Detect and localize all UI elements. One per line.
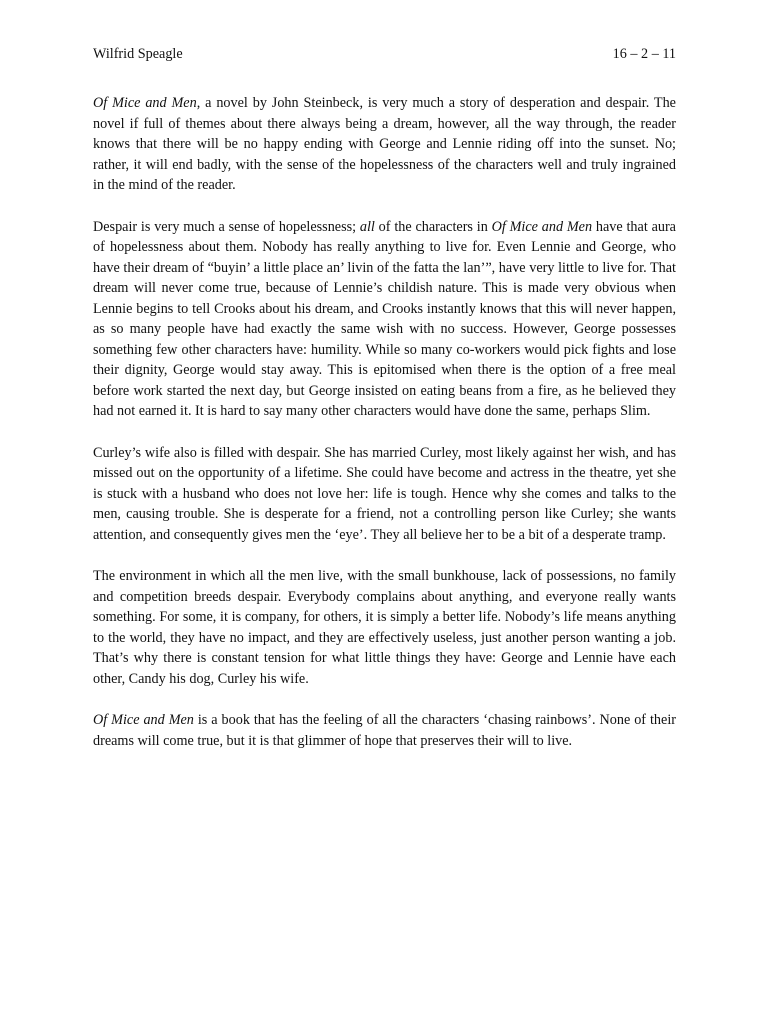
book-title: Of Mice and Men [93, 95, 197, 111]
document-date: 16 – 2 – 11 [612, 46, 676, 62]
book-title: Of Mice and Men [491, 218, 593, 235]
paragraph-text: is a book that has the feeling of all the characters ‘chasing rainbows’. None of their dreams will come true, but it is that glimmer of hope that preserves their will to live. [93, 712, 676, 749]
author-name: Wilfrid Speagle [93, 46, 183, 62]
document-page [93, 45, 676, 772]
paragraph-1 [93, 93, 676, 196]
paragraph-text: have that aura of hopelessness about them. Nobody has really anything to live for. Even Lennie and George, who have their dream of “buyin’ a little place an’ livin of the fatta the lan’”, have very little to live for. That dream will never come true, because of Lennie’s childish nature. This is made very obvious when Lennie begins to tell Crooks about his dream, and Crooks instantly knows that this will never happen, as so many people have had exactly the same wish with no success. However, George possesses something few other characters have: humility. While so many co-workers would pick fights and lose their dignity, George would stay away. This is epitomised when there is the option of a free meal before work started the next day, but George insisted on eating beans from a fire, as he believed they had not earned it. It is hard to say many other characters would have done the same, perhaps Slim. [93, 218, 676, 419]
paragraph-2 [93, 217, 676, 422]
paragraph-3: Curley’s wife also is filled with despair. She has married Curley, most likely against her wish, and has missed out on the opportunity of a lifetime. She could have become and actress in the theatre, yet she is stuck with a husband who does not love her: life is tough. Hence why she comes and talks to the men, causing trouble. She is desperate for a friend, not a controlling person like Curley; she wants attention, and consequently gives men the ‘eye’. They all believe her to be a bit of a desperate tramp. [93, 444, 676, 543]
paragraph-4: The environment in which all the men live, with the small bunkhouse, lack of possessions, no family and competition breeds despair. Everybody complains about anything, and everyone really wants something. For some, it is company, for others, it is simply a better life. Nobody’s life means anything to the world, they have no impact, and they are effectively useless, just another person wanting a job. That’s why there is constant tension for what little things they have: George and Lennie have each other, Candy his dog, Curley his wife. [93, 568, 676, 687]
book-title: Of Mice and Men [93, 712, 194, 728]
paragraph-text: of the characters in [374, 218, 492, 235]
paragraph-5 [93, 710, 676, 751]
page-header [93, 45, 676, 63]
paragraph-text: , a novel by John Steinbeck, is very much a story of desperation and despair. The novel if full of themes about there always being a dream, however, all the way through, the reader knows that there will be no happy ending with George and Lennie riding off into the sunset. No; rather, it will end badly, with the sense of the hopelessness of the characters well and truly ingrained in the mind of the reader. [93, 95, 676, 193]
paragraph-text: Despair is very much a sense of hopelessness; [93, 218, 360, 235]
emphasis-text: all [359, 218, 375, 235]
